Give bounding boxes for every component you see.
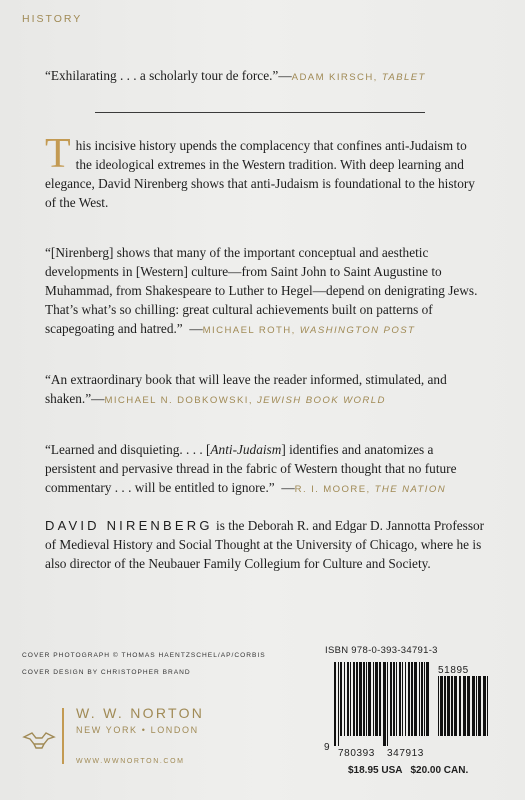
barcode-digits-left: 780393 (338, 748, 375, 759)
quote-emphasis: Anti-Judaism (210, 442, 282, 457)
design-credit: COVER DESIGN BY CHRISTOPHER BRAND (22, 669, 191, 676)
quote-moore: “Learned and disquieting. . . . [Anti-Judaism] identifies and anatomizes a persistent and pervasive thread in the fabric of Western thought that no future commentary . . . will be entitled to ignore.” —R. I. MOORE, THE NATION (45, 442, 457, 495)
author-name: DAVID NIRENBERG (45, 518, 213, 533)
quote-dobkowski (45, 370, 485, 410)
publisher-city: NEW YORK • LONDON (76, 725, 199, 735)
author-bio (45, 516, 485, 573)
barcode-digit-first: 9 (324, 742, 331, 753)
barcode-main-icon (334, 662, 432, 746)
quote-text: “Exhilarating . . . a scholarly tour de force.”— (45, 68, 292, 83)
quote-attribution: MICHAEL ROTH, WASHINGTON POST (202, 325, 416, 336)
barcode-supplement-icon (438, 676, 490, 746)
price-label: $18.95 USA $20.00 CAN. (348, 765, 469, 776)
quote-attribution: R. I. MOORE, THE NATION (294, 484, 447, 495)
publisher-block (22, 695, 222, 785)
category-label: HISTORY (22, 13, 83, 25)
quote-kirsch (45, 66, 485, 87)
quote-attribution: ADAM KIRSCH, TABLET (291, 72, 426, 83)
description-text: his incisive history upends the complacency that confines anti-Judaism to the ideological extremes in the Western tradition. With deep learning and elegance, David Nirenberg shows that anti-Judaism is foundational to the history of the West. (45, 138, 475, 210)
quote-text: “Learned and disquieting. . . . [ (45, 442, 211, 457)
divider-rule (95, 112, 425, 113)
publisher-divider (62, 708, 64, 764)
quote-attribution: MICHAEL N. DOBKOWSKI, JEWISH BOOK WORLD (104, 395, 386, 406)
photo-credit: COVER PHOTOGRAPH © THOMAS HAENTZSCHEL/AP/CORBIS (22, 652, 266, 659)
author-bio-text: is the Deborah R. and Edgar D. Jannotta Professor of Medieval History and Social Thought at the University of Chicago, where he is also director of the Neubauer Family Collegium for Culture and Society. (45, 518, 485, 571)
description-paragraph (45, 131, 485, 212)
publisher-url: WWW.WWNORTON.COM (76, 758, 185, 765)
drop-cap: T (45, 131, 71, 177)
publisher-name: W. W. NORTON (76, 705, 205, 721)
quote-text: “[Nirenberg] shows that many of the important conceptual and aesthetic developments in [Western] culture—from Saint John to Saint Augustine to Muhammad, from Shakespeare to Luther to Hegel—depend on denigrating Jews. That’s what’s so chilling: great cultural achievements built on patterns of scapegoating and hatred.” — (45, 245, 478, 336)
supplement-digits: 51895 (438, 665, 469, 676)
quote-roth (45, 243, 485, 340)
barcode-digits-right: 347913 (387, 748, 424, 759)
publisher-logo-icon (22, 729, 56, 751)
isbn-label: ISBN 978-0-393-34791-3 (325, 645, 438, 656)
quote-text: “An extraordinary book that will leave the reader informed, stimulated, and shaken.”— (45, 372, 447, 406)
